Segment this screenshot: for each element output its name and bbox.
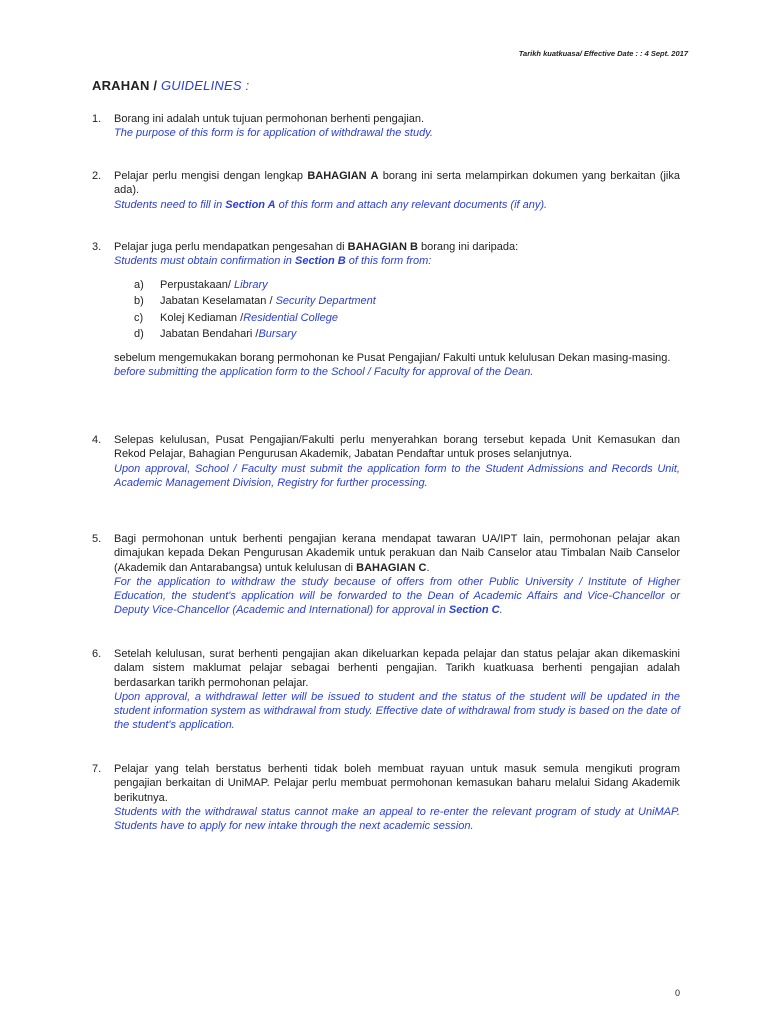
item-text-en: For the application to withdraw the study because of offers from other Public University / Institute of Higher Education, the student's application will be forwarded to the Dean of Academic Affairs and Vice-Chancellor or Deputy Vice-Chancellor (Academic and International) for approval in Section C. <box>114 575 680 617</box>
item-text-ms: Selepas kelulusan, Pusat Pengajian/Fakulti perlu menyerahkan borang tersebut kepada Unit Kemasukan dan Rekod Pelajar, Bahagian Pengurusan Akademik, Jabatan Pendaftar untuk proses selanjutnya. <box>114 434 680 461</box>
section-b-en: Section B <box>294 255 346 268</box>
heading-en: GUIDELINES : <box>160 78 250 93</box>
item-text-en: Students with the withdrawal status cannot make an appeal to re-enter the relevant program of study at UniMAP. Students have to apply for new intake through the next academic session. <box>114 805 680 833</box>
section-a-en: Section A <box>225 198 276 211</box>
guideline-item-3 <box>92 240 680 379</box>
item-followup-ms: sebelum mengemukakan borang permohonan ke Pusat Pengajian/ Fakulti untuk kelulusan Dekan masing-masing. <box>114 351 671 364</box>
item-text-en: Students must obtain confirmation in Section B of this form from: <box>114 255 432 268</box>
item-text-en: Students need to fill in Section A of this form and attach any relevant documents (if any). <box>114 198 548 211</box>
list-item: d) Jabatan Bendahari /Bursary <box>134 328 297 341</box>
item-text-ms: Borang ini adalah untuk tujuan permohonan berhenti pengajian. <box>114 113 425 125</box>
item-number: 5. <box>92 533 102 545</box>
effective-date: Tarikh kuatkuasa/ Effective Date : : 4 Sept. 2017 <box>518 49 688 58</box>
item-number: 6. <box>92 648 102 660</box>
guideline-item-1 <box>92 112 680 141</box>
section-c-ms: BAHAGIAN C <box>356 561 427 574</box>
item-number: 3. <box>92 241 102 253</box>
heading-separator: / <box>149 78 161 93</box>
item-text-en: Upon approval, a withdrawal letter will be issued to student and the status of the student will be updated in the student information system as withdrawal from study. Effective date of withdrawal from study is based on the date of the student's application. <box>114 690 680 732</box>
item-text-en: Upon approval, School / Faculty must submit the application form to the Student Admissions and Records Unit, Academic Management Division, Registry for further processing. <box>114 462 680 489</box>
heading-ms: ARAHAN <box>92 78 150 93</box>
item-text-ms: Pelajar perlu mengisi dengan lengkap BAHAGIAN A borang ini serta melampirkan dokumen yang berkaitan (jika ada). <box>114 170 680 197</box>
guideline-item-2 <box>92 169 680 212</box>
item-text-ms: Bagi permohonan untuk berhenti pengajian kerana mendapat tawaran UA/IPT lain, permohonan pelajar akan dimajukan kepada Dekan Pengurusan Akademik untuk perakuan dan Naib Canselor atau Timbalan Naib Canselor (Akademik dan Antarabangsa) untuk kelulusan di BAHAGIAN C. <box>114 533 680 574</box>
item-number: 4. <box>92 434 102 446</box>
item-number: 7. <box>92 763 102 775</box>
guidelines-heading <box>92 78 249 93</box>
list-item: c) Kolej Kediaman /Residential College <box>134 311 338 324</box>
page-number: 0 <box>675 988 681 998</box>
item-text-ms: Setelah kelulusan, surat berhenti pengajian akan dikeluarkan kepada pelajar dan status pelajar akan dikemaskini dalam sistem maklumat pelajar sebagai berhenti pengajian. Tarikh kuatkuasa berhenti pengajian adalah berdasarkan tarikh permohonan pelajar. <box>114 648 680 689</box>
guideline-item-5 <box>92 532 680 618</box>
item-followup-en: before submitting the application form to the School / Faculty for approval of the Dean. <box>114 365 534 378</box>
guideline-item-7 <box>92 762 680 833</box>
section-a-ms: BAHAGIAN A <box>307 170 379 182</box>
guideline-item-4 <box>92 433 680 490</box>
item-text-en: The purpose of this form is for application of withdrawal the study. <box>114 127 433 140</box>
guideline-item-6 <box>92 647 680 733</box>
item-number: 2. <box>92 170 102 182</box>
list-item: b) Jabatan Keselamatan / Security Department <box>134 295 376 308</box>
item-number: 1. <box>92 113 102 125</box>
department-list <box>134 277 680 343</box>
item-text-ms: Pelajar juga perlu mendapatkan pengesahan di BAHAGIAN B borang ini daripada: <box>114 241 519 253</box>
section-b-ms: BAHAGIAN B <box>347 241 418 253</box>
item-text-ms: Pelajar yang telah berstatus berhenti tidak boleh membuat rayuan untuk masuk semula mengikuti program pengajian berkaitan di UniMAP. Pelajar perlu membuat permohonan kemasukan baharu melalui Sidang Akademik berikutnya. <box>114 763 680 804</box>
list-item: a) Perpustakaan/ Library <box>134 278 268 291</box>
section-c-en: Section C <box>448 604 500 617</box>
